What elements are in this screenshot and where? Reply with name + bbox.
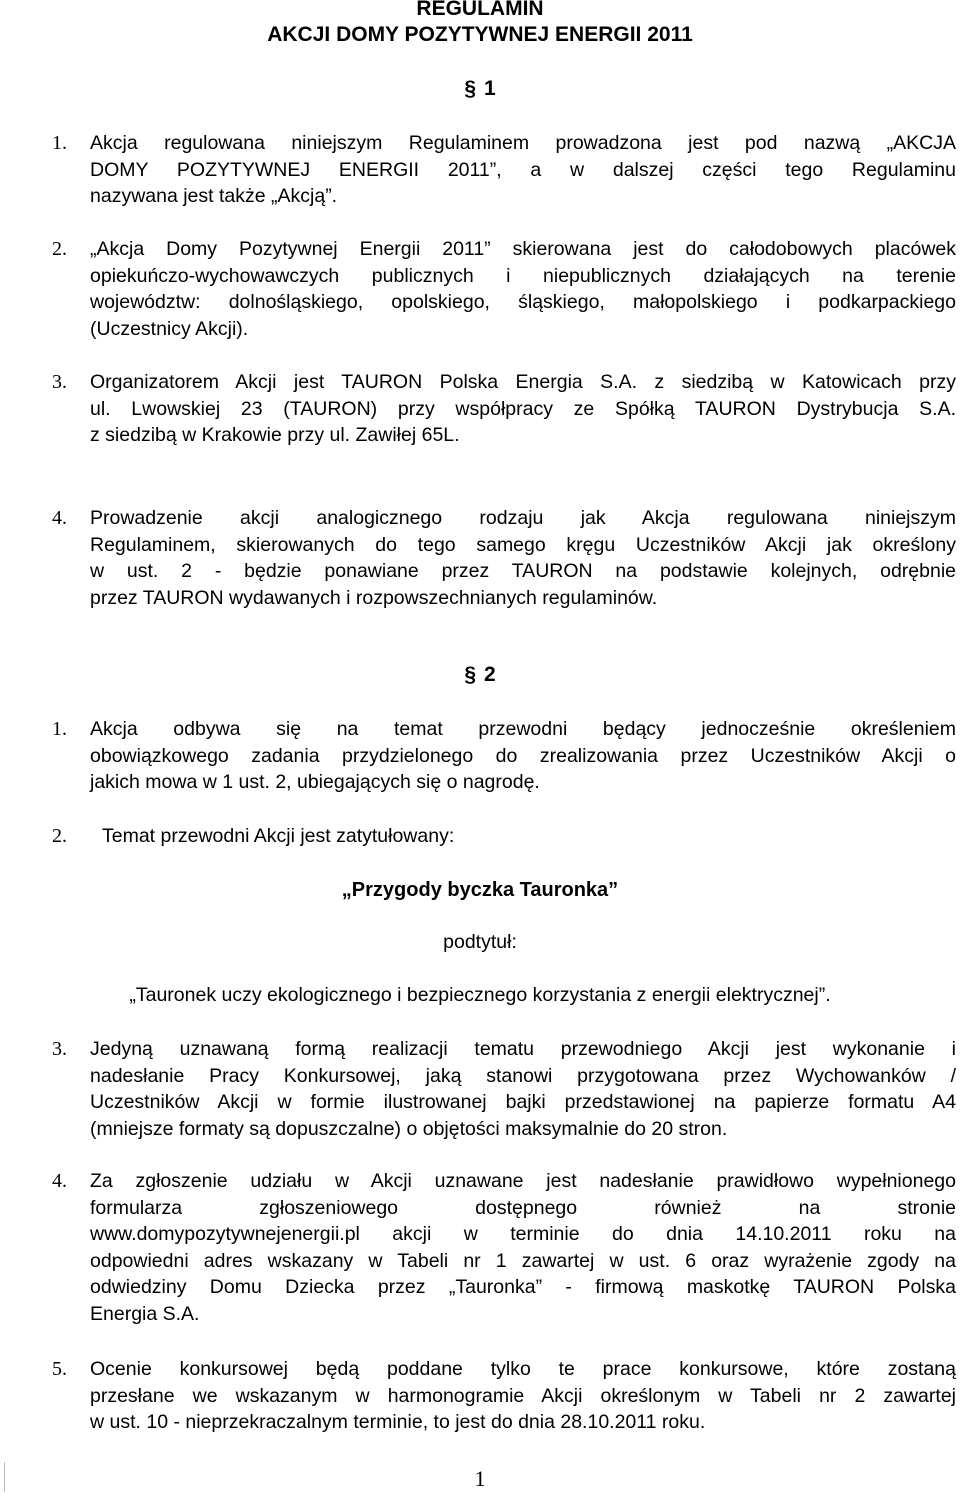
text-line: nazywana jest także „Akcją”. xyxy=(90,185,338,207)
item-number: 4. xyxy=(52,507,67,529)
text-line: obowiązkowego zadania przydzielonego do zrealizowania przez Uczestników Akcji o xyxy=(90,744,956,767)
section-1-heading xyxy=(0,76,960,102)
text-line: jakich mowa w 1 ust. 2, ubiegających się o nagrodę. xyxy=(90,771,540,793)
text-line: odwiedziny Domu Dziecka przez „Tauronka” - firmową maskotkę TAURON Polska xyxy=(90,1276,956,1298)
text-line: nadesłanie Pracy Konkursowej, jaką stanowi przygotowana przez Wychowanków / xyxy=(90,1064,956,1087)
text-line: Prowadzenie akcji analogicznego rodzaju jak Akcja regulowana niniejszym xyxy=(90,507,956,529)
text-line: „Akcja Domy Pozytywnej Energii 2011” skierowana jest do całodobowych placówek xyxy=(90,238,956,260)
item-text xyxy=(90,1036,956,1142)
item-number: 5. xyxy=(52,1358,67,1380)
subtitle-text: „Tauronek uczy ekologicznego i bezpiecznego korzystania z energii elektrycznej”. xyxy=(129,984,831,1006)
text-line: (Uczestnicy Akcji). xyxy=(90,317,249,340)
text-line: odpowiedni adres wskazany w Tabeli nr 1 zawartej w ust. 6 oraz wyrażenie zgody na xyxy=(90,1249,956,1272)
text-line: przez TAURON wydawanych i rozpowszechnianych regulaminów. xyxy=(90,586,658,609)
item-text xyxy=(90,130,956,210)
item-text: Temat przewodni Akcji jest zatytułowany: xyxy=(102,825,455,847)
text-line: Jedyną uznawaną formą realizacji tematu przewodniego Akcji jest wykonanie i xyxy=(90,1038,956,1060)
item-number: 3. xyxy=(52,1038,67,1060)
text-line: opiekuńczo-wychowawczych publicznych i niepublicznych działających na terenie xyxy=(90,264,956,287)
document-title-line1: REGULAMIN xyxy=(416,0,544,20)
item-text xyxy=(90,1356,956,1436)
section-symbol: § xyxy=(464,663,476,686)
section-number: 2 xyxy=(484,663,496,686)
section-symbol: § xyxy=(464,77,476,100)
text-line: formularza zgłoszeniowego dostępnego również na stronie xyxy=(90,1196,956,1219)
document-title-line2: AKCJI DOMY POZYTYWNEJ ENERGII 2011 xyxy=(267,23,693,46)
text-line: przesłane we wskazanym w harmonogramie Akcji określonym w Tabeli nr 2 zawartej xyxy=(90,1384,956,1407)
text-line: w ust. 2 - będzie ponawiane przez TAURON na podstawie kolejnych, odrębnie xyxy=(90,560,956,582)
item-text xyxy=(90,716,956,796)
text-line: Akcja regulowana niniejszym Regulaminem prowadzona jest pod nazwą „AKCJA xyxy=(90,132,956,154)
section-2-heading xyxy=(0,662,960,688)
text-line: w ust. 10 - nieprzekraczalnym terminie, to jest do dnia 28.10.2011 roku. xyxy=(90,1411,706,1433)
subtitle-label: podtytuł: xyxy=(443,931,517,953)
item-number: 2. xyxy=(52,825,67,847)
text-line: DOMY POZYTYWNEJ ENERGII 2011”, a w dalszej części tego Regulaminu xyxy=(90,158,956,181)
item-text xyxy=(90,1168,956,1327)
section-number: 1 xyxy=(484,77,496,100)
text-line: Uczestników Akcji w formie ilustrowanej bajki przedstawionej na papierze formatu A4 xyxy=(90,1091,956,1113)
item-text xyxy=(90,236,956,342)
text-line: (mniejsze formaty są dopuszczalne) o objętości maksymalnie do 20 stron. xyxy=(90,1117,728,1140)
item-text xyxy=(90,369,956,449)
text-line: Regulaminem, skierowanych do tego samego kręgu Uczestników Akcji jak określony xyxy=(90,533,956,556)
item-number: 1. xyxy=(52,132,67,154)
item-number: 4. xyxy=(52,1170,67,1192)
item-number: 1. xyxy=(52,718,67,740)
text-line: www.domypozytywnejenergii.pl akcji w terminie do dnia 14.10.2011 roku na xyxy=(90,1223,956,1245)
text-line: Organizatorem Akcji jest TAURON Polska Energia S.A. z siedzibą w Katowicach przy xyxy=(90,371,956,393)
text-line: Energia S.A. xyxy=(90,1302,200,1325)
text-line: Za zgłoszenie udziału w Akcji uznawane jest nadesłanie prawidłowo wypełnionego xyxy=(90,1170,956,1192)
item-number: 3. xyxy=(52,371,67,393)
text-line: z siedzibą w Krakowie przy ul. Zawiłej 65L. xyxy=(90,424,460,446)
page-number: 1 xyxy=(474,1466,486,1491)
theme-title: „Przygody byczka Tauronka” xyxy=(341,879,619,901)
text-line: województw: dolnośląskiego, opolskiego, śląskiego, małopolskiego i podkarpackiego xyxy=(90,291,956,313)
item-number: 2. xyxy=(52,238,67,260)
text-line: Ocenie konkursowej będą poddane tylko te prace konkursowe, które zostaną xyxy=(90,1358,956,1380)
text-line: ul. Lwowskiej 23 (TAURON) przy współpracy ze Spółką TAURON Dystrybucja S.A. xyxy=(90,397,956,420)
item-text xyxy=(90,505,956,611)
text-line: Akcja odbywa się na temat przewodni będący jednocześnie określeniem xyxy=(90,718,956,740)
